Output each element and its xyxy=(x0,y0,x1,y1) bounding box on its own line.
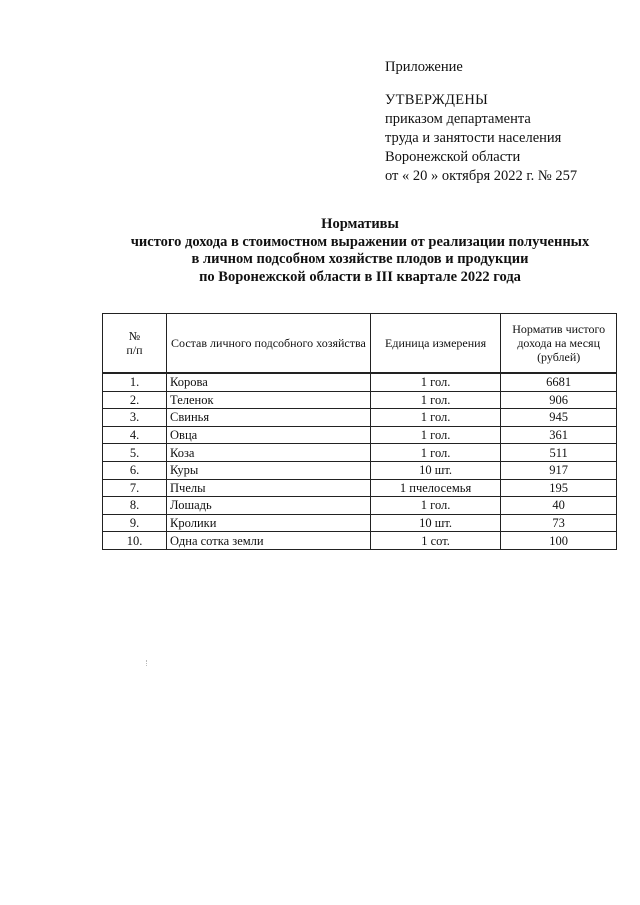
approval-line-2: труда и занятости населения xyxy=(385,130,562,146)
spacer xyxy=(385,77,577,91)
row-unit: 1 пчелосемья xyxy=(370,479,501,497)
approval-line-3: Воронежской области xyxy=(385,149,521,165)
row-number: 8. xyxy=(103,497,167,515)
row-norm-value: 945 xyxy=(501,409,617,427)
header-number-abbr: п/п xyxy=(126,343,143,357)
table-row xyxy=(103,532,617,550)
header-composition: Состав личного подсобного хозяйства xyxy=(167,314,371,374)
row-number: 5. xyxy=(103,444,167,462)
row-unit: 1 гол. xyxy=(370,426,501,444)
row-composition: Кролики xyxy=(167,514,371,532)
row-number: 4. xyxy=(103,426,167,444)
row-composition: Корова xyxy=(167,373,371,391)
row-number: 6. xyxy=(103,461,167,479)
row-composition: Теленок xyxy=(167,391,371,409)
row-composition: Лошадь xyxy=(167,497,371,515)
approved-label: УТВЕРЖДЕНЫ xyxy=(385,92,489,108)
row-norm-value: 100 xyxy=(501,532,617,550)
row-composition: Одна сотка земли xyxy=(167,532,371,550)
title-line-3: в личном подсобном хозяйстве плодов и продукции xyxy=(191,251,529,267)
row-unit: 10 шт. xyxy=(370,461,501,479)
row-norm-value: 73 xyxy=(501,514,617,532)
row-composition: Куры xyxy=(167,461,371,479)
row-norm-value: 917 xyxy=(501,461,617,479)
table-row xyxy=(103,497,617,515)
norms-table xyxy=(102,313,617,550)
row-composition: Овца xyxy=(167,426,371,444)
table-row xyxy=(103,391,617,409)
row-number: 7. xyxy=(103,479,167,497)
approval-block xyxy=(385,58,577,186)
row-unit: 1 гол. xyxy=(370,497,501,515)
row-unit: 1 гол. xyxy=(370,409,501,427)
row-norm-value: 40 xyxy=(501,497,617,515)
row-unit: 1 гол. xyxy=(370,444,501,462)
approval-line-1: приказом департамента xyxy=(385,111,531,127)
table-header-row xyxy=(103,314,617,374)
header-number-symbol: № xyxy=(128,329,141,343)
header-number xyxy=(103,314,167,374)
row-number: 1. xyxy=(103,373,167,391)
row-composition: Коза xyxy=(167,444,371,462)
title-line-1: Нормативы xyxy=(321,216,399,232)
row-unit: 10 шт. xyxy=(370,514,501,532)
row-number: 3. xyxy=(103,409,167,427)
row-number: 9. xyxy=(103,514,167,532)
header-norm: Норматив чистого дохода на месяц (рублей) xyxy=(501,314,617,374)
table-row xyxy=(103,409,617,427)
row-norm-value: 6681 xyxy=(501,373,617,391)
table-row xyxy=(103,373,617,391)
row-number: 2. xyxy=(103,391,167,409)
table-row xyxy=(103,461,617,479)
row-unit: 1 гол. xyxy=(370,391,501,409)
appendix-label: Приложение xyxy=(385,59,463,75)
row-norm-value: 361 xyxy=(501,426,617,444)
row-norm-value: 511 xyxy=(501,444,617,462)
table-row xyxy=(103,426,617,444)
row-composition: Свинья xyxy=(167,409,371,427)
row-unit: 1 сот. xyxy=(370,532,501,550)
title-line-2: чистого дохода в стоимостном выражении от реализации полученных xyxy=(130,233,590,250)
row-composition: Пчелы xyxy=(167,479,371,497)
row-norm-value: 906 xyxy=(501,391,617,409)
row-number: 10. xyxy=(103,532,167,550)
row-norm-value: 195 xyxy=(501,479,617,497)
document-title xyxy=(100,216,620,286)
order-reference: от « 20 » октября 2022 г. № 257 xyxy=(385,168,578,184)
table-row xyxy=(103,479,617,497)
row-unit: 1 гол. xyxy=(370,373,501,391)
title-line-4: по Воронежской области в III квартале 2022 года xyxy=(199,268,521,285)
header-unit: Единица измерения xyxy=(370,314,501,374)
table-row xyxy=(103,514,617,532)
scan-artifact xyxy=(146,660,149,666)
table-row xyxy=(103,444,617,462)
